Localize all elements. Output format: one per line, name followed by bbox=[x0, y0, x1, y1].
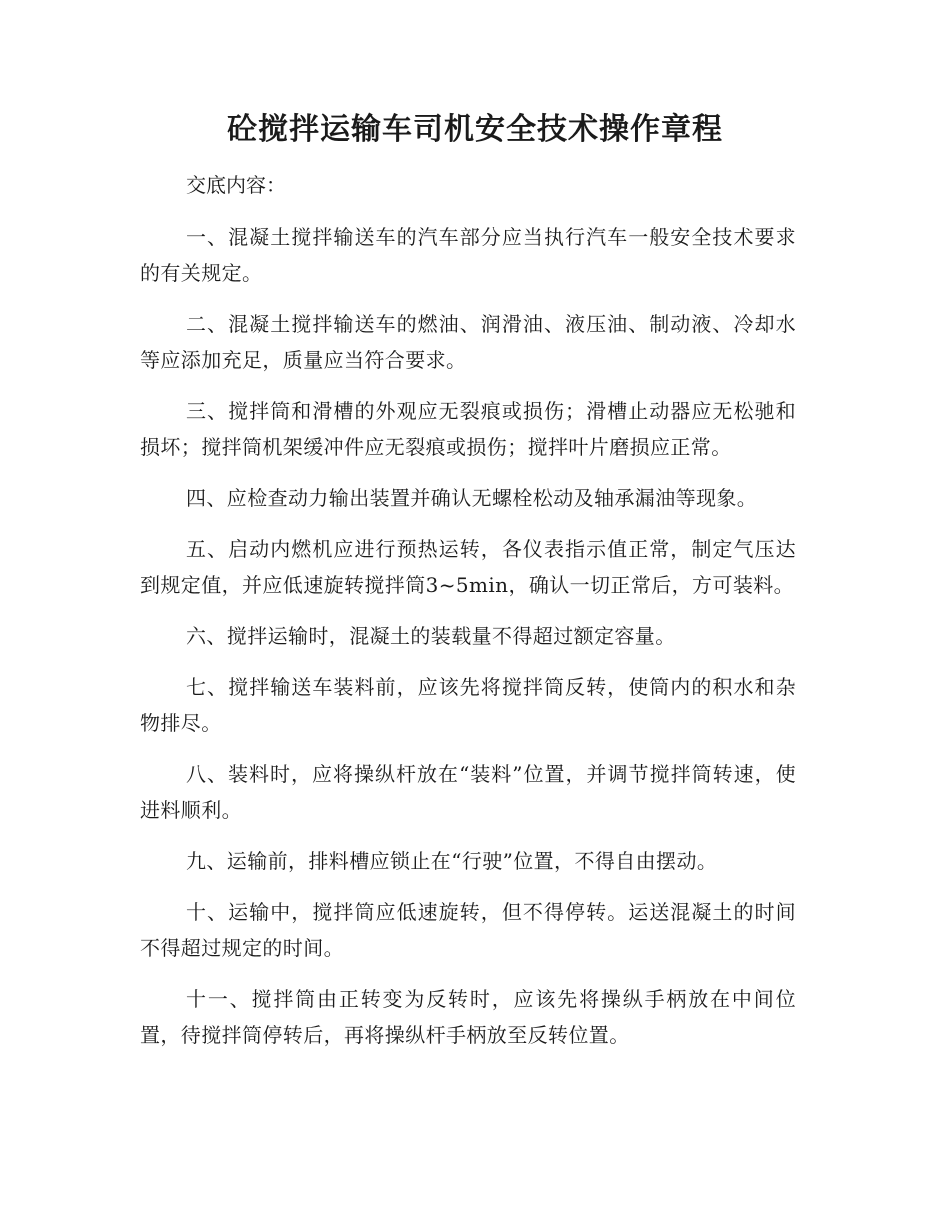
paragraph-4: 四、应检查动力输出装置并确认无螺栓松动及轴承漏油等现象。 bbox=[186, 486, 758, 510]
paragraph-9: 九、运输前，排料槽应锁止在“行驶”位置，不得自由摆动。 bbox=[186, 849, 718, 873]
document-body bbox=[140, 219, 796, 1068]
paragraph-1: 一、混凝土搅拌输送车的汽车部分应当执行汽车一般安全技术要求的有关规定。 bbox=[140, 225, 796, 285]
paragraph-8: 八、装料时，应将操纵杆放在“装料”位置，并调节搅拌筒转速，使进料顺利。 bbox=[140, 762, 796, 822]
intro-label: 交底内容： bbox=[186, 173, 286, 197]
paragraph-11: 十一、搅拌筒由正转变为反转时，应该先将操纵手柄放在中间位置，待搅拌筒停转后，再将操纵杆手柄放至反转位置。 bbox=[140, 987, 796, 1047]
paragraph-10: 十、运输中，搅拌筒应低速旋转，但不得停转。运送混凝土的时间不得超过规定的时间。 bbox=[140, 900, 796, 960]
page-title: 砼搅拌运输车司机安全技术操作章程 bbox=[227, 112, 723, 147]
paragraph-5: 五、启动内燃机应进行预热运转，各仪表指示值正常，制定气压达到规定值，并应低速旋转搅拌筒3~5min，确认一切正常后，方可装料。 bbox=[140, 537, 796, 597]
paragraph-2: 二、混凝土搅拌输送车的燃油、润滑油、液压油、制动液、冷却水等应添加充足，质量应当符合要求。 bbox=[140, 312, 796, 372]
paragraph-6: 六、搅拌运输时，混凝土的装载量不得超过额定容量。 bbox=[186, 624, 676, 648]
paragraph-7: 七、搅拌输送车装料前，应该先将搅拌筒反转，使筒内的积水和杂物排尽。 bbox=[140, 675, 796, 735]
paragraph-3: 三、搅拌筒和滑槽的外观应无裂痕或损伤；滑槽止动器应无松驰和损坏；搅拌筒机架缓冲件应无裂痕或损伤；搅拌叶片磨损应正常。 bbox=[140, 399, 796, 459]
